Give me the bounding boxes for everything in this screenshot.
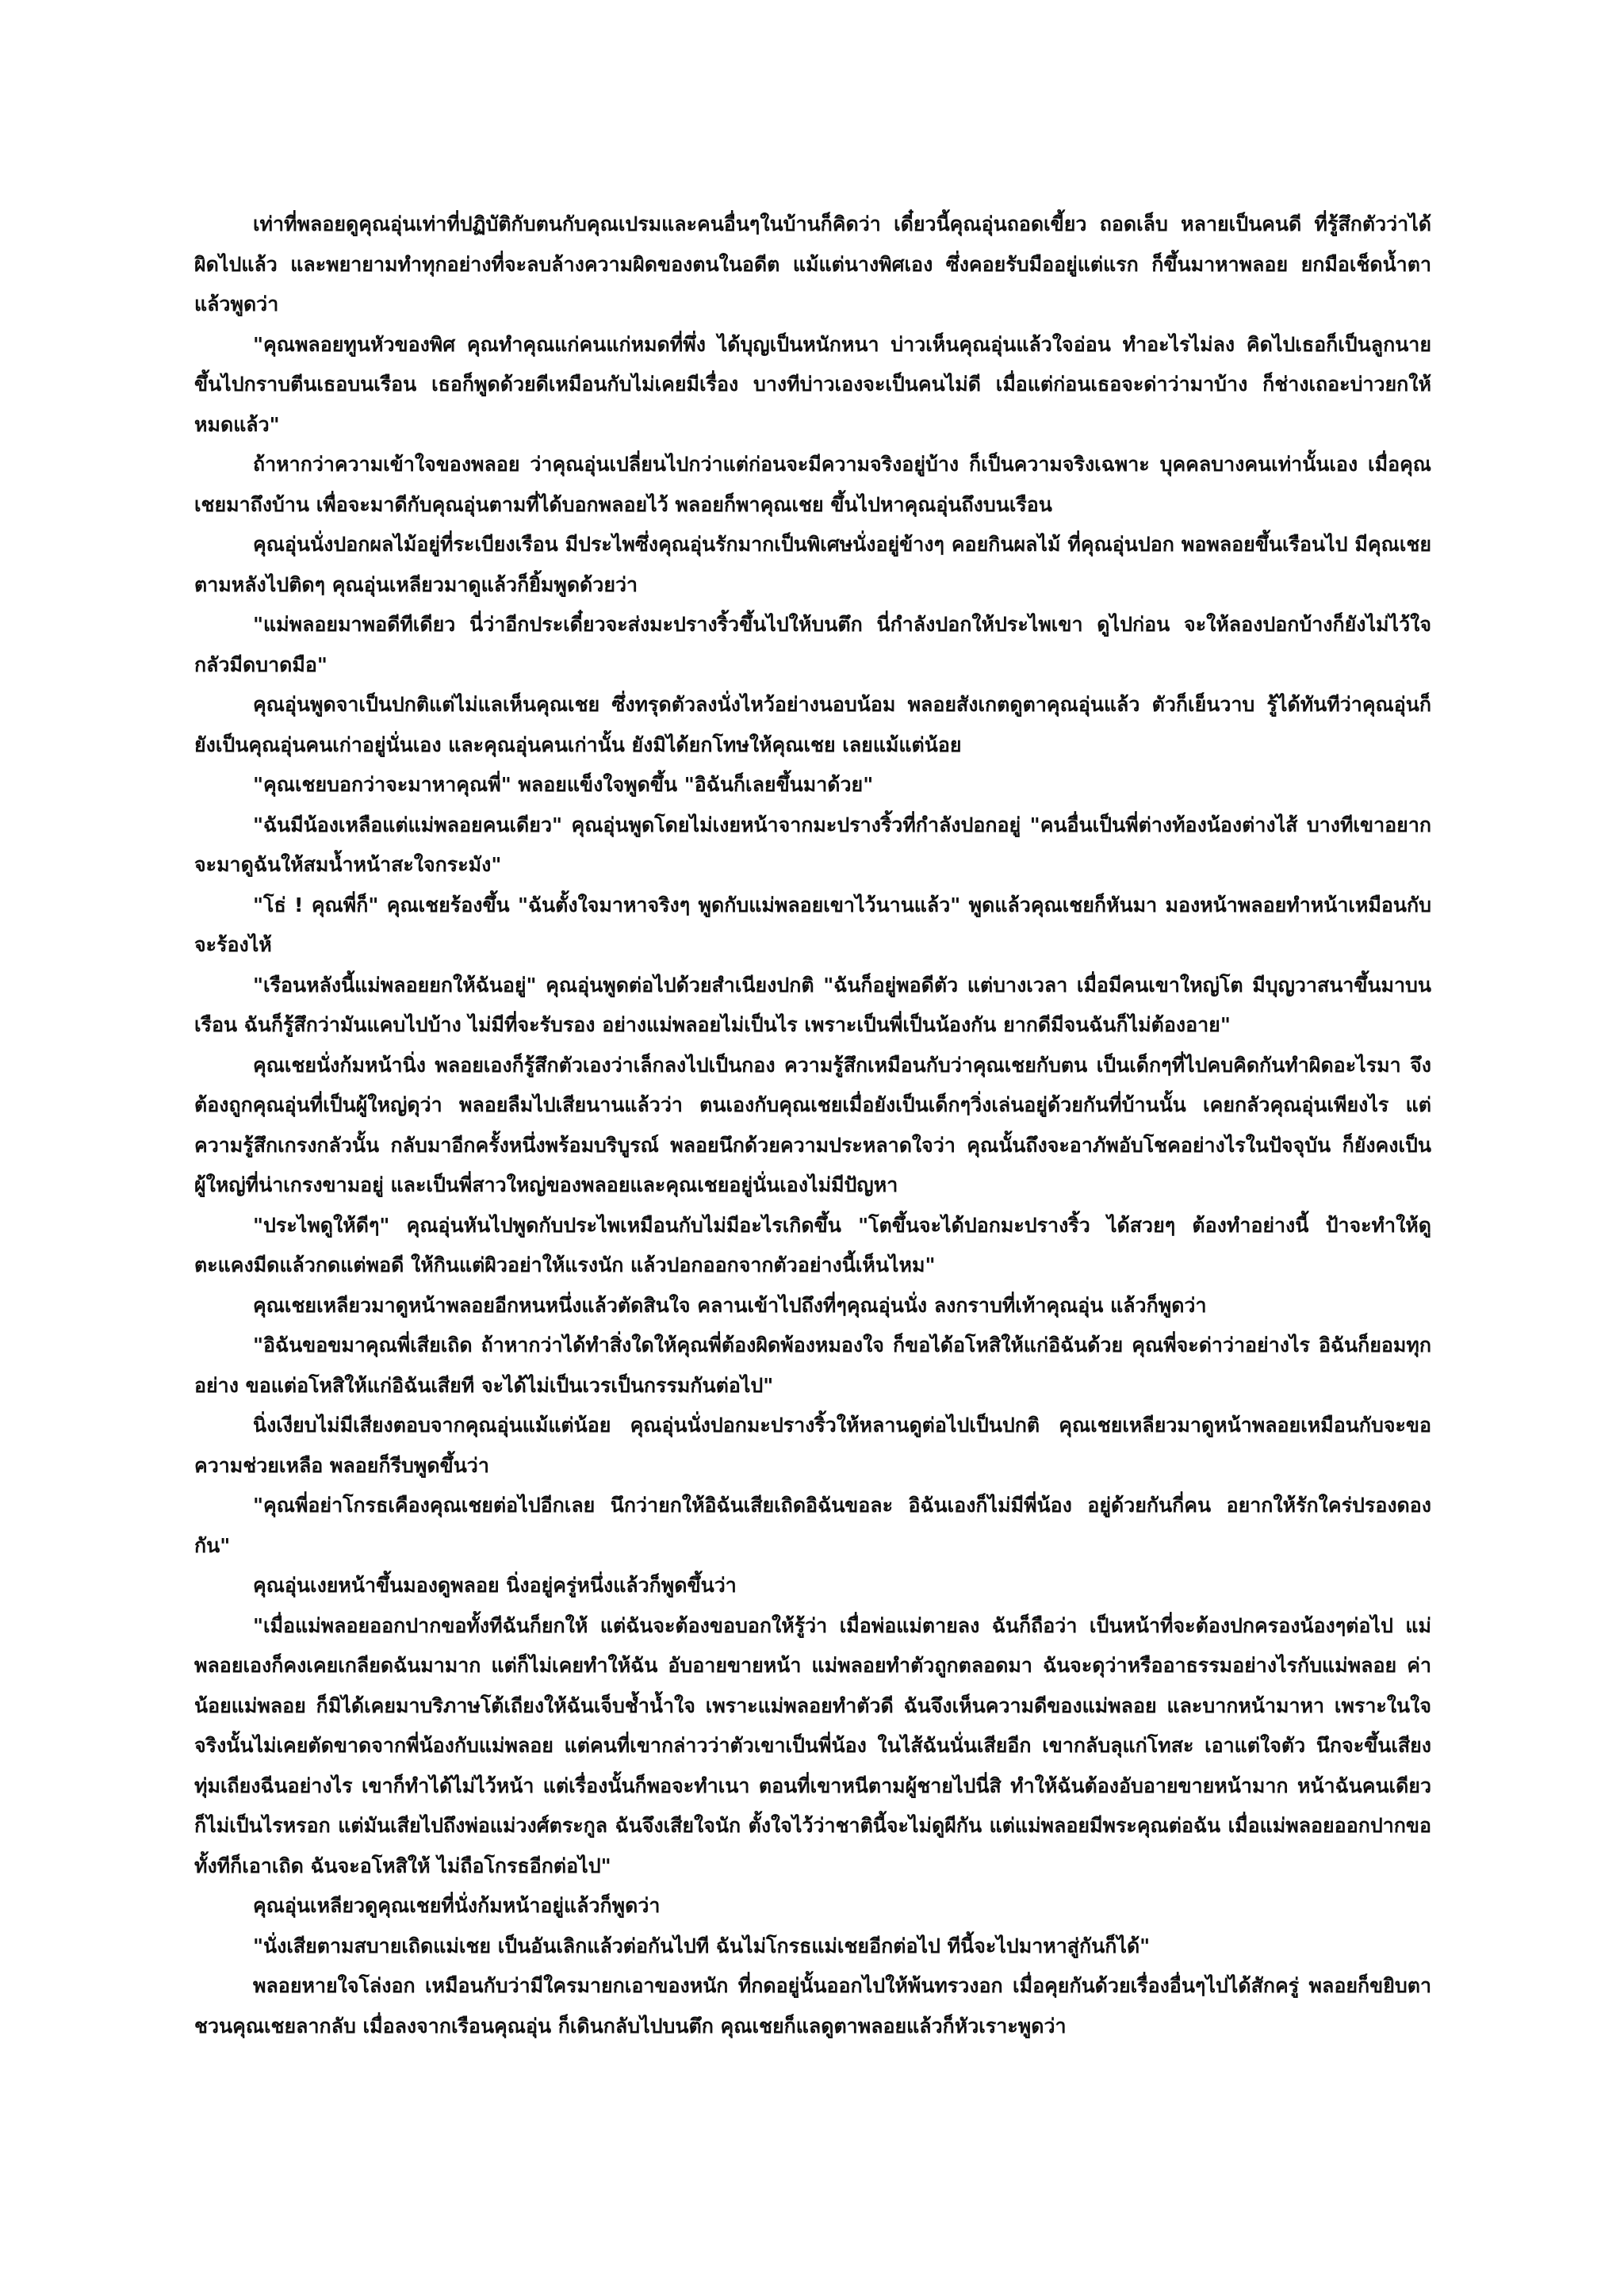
paragraph: พลอยหายใจโล่งอก เหมือนกับว่ามีใครมายกเอาของหนัก ที่กดอยู่นั้นออกไปให้พ้นทรวงอก เมื่อคุยกันด้วยเรื่องอื่นๆไปได้สักครู่ พลอยก็ขยิบตาชวนคุณเชยลากลับ เมื่อลงจากเรือนคุณอุ่น ก็เดินกลับไปบนตึก คุณเชยก็แลดูตาพลอยแล้วก็หัวเราะพูดว่า (194, 1974, 1431, 2038)
paragraph: "คุณพี่อย่าโกรธเคืองคุณเชยต่อไปอีกเลย นึกว่ายกให้อิฉันเสียเถิดอิฉันขอละ อิฉันเองก็ไม่มีพี่น้อง อยู่ด้วยกันกี่คน อยากให้รักใคร่ปรองดองกัน" (194, 1494, 1431, 1557)
paragraph: "คุณเชยบอกว่าจะมาหาคุณพี่" พลอยแข็งใจพูดขึ้น "อิฉันก็เลยขึ้นมาด้วย" (253, 773, 874, 796)
paragraph: "แม่พลอยมาพอดีทีเดียว นี่ว่าอีกประเดี๋ยวจะส่งมะปรางริ้วขึ้นไปให้บนตึก นี่กำลังปอกให้ประไพเขา ดูไปก่อน จะให้ลองปอกบ้างก็ยังไม่ไว้ใจ กลัวมีดบาดมือ" (194, 613, 1431, 676)
paragraph: เท่าที่พลอยดูคุณอุ่นเท่าที่ปฏิบัติกับตนกับคุณเปรมและคนอื่นๆในบ้านก็คิดว่า เดี๋ยวนี้คุณอุ่นถอดเขี้ยว ถอดเล็บ หลายเป็นคนดี ที่รู้สึกตัวว่าได้ผิดไปแล้ว และพยายามทำทุกอย่างที่จะลบล้างความผิดของตนในอดีต แม้แต่นางพิศเอง ซึ่งคอยรับมืออยู่แต่แรก ก็ขึ้นมาหาพลอย ยกมือเช็ดน้ำตาแล้วพูดว่า (194, 212, 1431, 316)
paragraph: "อิฉันขอขมาคุณพี่เสียเถิด ถ้าหากว่าได้ทำสิ่งใดให้คุณพี่ต้องผิดพ้องหมองใจ ก็ขอได้อโหสิให้แก่อิฉันด้วย คุณพี่จะด่าว่าอย่างไร อิฉันก็ยอมทุกอย่าง ขอแต่อโหสิให้แก่อิฉันเสียที จะได้ไม่เป็นเวรเป็นกรรมกันต่อไป" (194, 1334, 1431, 1397)
paragraph: คุณเชยนั่งก้มหน้านิ่ง พลอยเองก็รู้สึกตัวเองว่าเล็กลงไปเป็นกอง ความรู้สึกเหมือนกับว่าคุณเชยกับตน เป็นเด็กๆที่ไปคบคิดกันทำผิดอะไรมา จึงต้องถูกคุณอุ่นที่เป็นผู้ใหญ่ดุว่า พลอยลืมไปเสียนานแล้วว่า ตนเองกับคุณเชยเมื่อยังเป็นเด็กๆวิ่งเล่นอยู่ด้วยกันที่บ้านนั้น เคยกลัวคุณอุ่นเพียงไร แต่ความรู้สึกเกรงกลัวนั้น กลับมาอีกครั้งหนึ่งพร้อมบริบูรณ์ พลอยนึกด้วยความประหลาดใจว่า คุณนั้นถึงจะอาภัพอับโชคอย่างไรในปัจจุบัน ก็ยังคงเป็นผู้ใหญ่ที่น่าเกรงขามอยู่ และเป็นพี่สาวใหญ่ของพลอยและคุณเชยอยู่นั่นเองไม่มีปัญหา (194, 1053, 1431, 1196)
paragraph: "โธ่ ! คุณพี่ก็" คุณเชยร้องขึ้น "ฉันตั้งใจมาหาจริงๆ พูดกับแม่พลอยเขาไว้นานแล้ว" พูดแล้วคุณเชยก็หันมา มองหน้าพลอยทำหน้าเหมือนกับจะร้องไห้ (194, 893, 1431, 956)
body-text (194, 205, 1431, 2046)
paragraph: "เมื่อแม่พลอยออกปากขอทั้งทีฉันก็ยกให้ แต่ฉันจะต้องขอบอกให้รู้ว่า เมื่อพ่อแม่ตายลง ฉันก็ถือว่า เป็นหน้าที่จะต้องปกครองน้องๆต่อไป แม่พลอยเองก็คงเคยเกลียดฉันมามาก แต่ก็ไม่เคยทำให้ฉัน อับอายขายหน้า แม่พลอยทำตัวถูกตลอดมา ฉันจะดุว่าหรืออาธรรมอย่างไรกับแม่พลอย ค่าน้อยแม่พลอย ก็มิได้เคยมาบริภาษโต้เถียงให้ฉันเจ็บช้ำน้ำใจ เพราะแม่พลอยทำตัวดี ฉันจึงเห็นความดีของแม่พลอย และบากหน้ามาหา เพราะในใจจริงนั้นไม่เคยตัดขาดจากพี่น้องกับแม่พลอย แต่คนที่เขากล่าวว่าตัวเขาเป็นพี่น้อง ในไส้ฉันนั่นเสียอีก เขากลับลุแก่โทสะ เอาแต่ใจตัว นึกจะขึ้นเสียงทุ่มเถียงฉีนอย่างไร เขาก็ทำได้ไม่ไว้หน้า แต่เรื่องนั้นก็พอจะทำเนา ตอนที่เขาหนีตามผู้ชายไปนี่สิ ทำให้ฉันต้องอับอายขายหน้ามาก หน้าฉันคนเดียว ก็ไม่เป็นไรหรอก แต่มันเสียไปถึงพ่อแม่วงศ์ตระกูล ฉันจึงเสียใจนัก ตั้งใจไว้ว่าชาตินี้จะไม่ดูผีกัน แต่แม่พลอยมีพระคุณต่อฉัน เมื่อแม่พลอยออกปากขอทั้งทีก็เอาเถิด ฉันจะอโหสิให้ ไม่ถือโกรธอีกต่อไป" (194, 1613, 1431, 1877)
paragraph: "เรือนหลังนี้แม่พลอยยกให้ฉันอยู่" คุณอุ่นพูดต่อไปด้วยสำเนียงปกติ "ฉันก็อยู่พอดีตัว แต่บางเวลา เมื่อมีคนเขาใหญ่โต มีบุญวาสนาขึ้นมาบนเรือน ฉันก็รู้สึกว่ามันแคบไปบ้าง ไม่มีที่จะรับรอง อย่างแม่พลอยไม่เป็นไร เพราะเป็นพี่เป็นน้องกัน ยากดีมีจนฉันก็ไม่ต้องอาย" (194, 973, 1431, 1036)
paragraph: คุณอุ่นเงยหน้าขึ้นมองดูพลอย นิ่งอยู่ครู่หนึ่งแล้วก็พูดขึ้นว่า (253, 1574, 737, 1597)
paragraph: "นั่งเสียตามสบายเถิดแม่เชย เป็นอันเลิกแล้วต่อกันไปที ฉันไม่โกรธแม่เชยอีกต่อไป ทีนี้จะไปมาหาสู่กันก็ได้" (253, 1934, 1151, 1957)
paragraph: คุณอุ่นเหลียวดูคุณเชยที่นั่งก้มหน้าอยู่แล้วก็พูดว่า (253, 1894, 661, 1917)
paragraph: ถ้าหากว่าความเข้าใจของพลอย ว่าคุณอุ่นเปลี่ยนไปกว่าแต่ก่อนจะมีความจริงอยู่บ้าง ก็เป็นความจริงเฉพาะ บุคคลบางคนเท่านั้นเอง เมื่อคุณเชยมาถึงบ้าน เพื่อจะมาดีกับคุณอุ่นตามที่ได้บอกพลอยไว้ พลอยก็พาคุณเชย ขึ้นไปหาคุณอุ่นถึงบนเรือน (194, 453, 1431, 516)
paragraph: คุณเชยเหลียวมาดูหน้าพลอยอีกหนหนึ่งแล้วตัดสินใจ คลานเข้าไปถึงที่ๆคุณอุ่นนั่ง ลงกราบที่เท้าคุณอุ่น แล้วก็พูดว่า (253, 1293, 1207, 1317)
paragraph: "ประไพดูให้ดีๆ" คุณอุ่นหันไปพูดกับประไพเหมือนกับไม่มีอะไรเกิดขึ้น "โตขึ้นจะได้ปอกมะปรางริ้ว ได้สวยๆ ต้องทำอย่างนี้ ป้าจะทำให้ดู ตะแคงมีดแล้วกดแต่พอดี ให้กินแต่ผิวอย่าให้แรงนัก แล้วปอกออกจากตัวอย่างนี้เห็นไหม" (194, 1213, 1431, 1276)
paragraph: นิ่งเงียบไม่มีเสียงตอบจากคุณอุ่นแม้แต่น้อย คุณอุ่นนั่งปอกมะปรางริ้วให้หลานดูต่อไปเป็นปกติ คุณเชยเหลียวมาดูหน้าพลอยเหมือนกับจะขอความช่วยเหลือ พลอยก็รีบพูดขึ้นว่า (194, 1414, 1431, 1477)
paragraph: คุณอุ่นพูดจาเป็นปกติแต่ไม่แลเห็นคุณเชย ซึ่งทรุดตัวลงนั่งไหว้อย่างนอบน้อม พลอยสังเกตดูตาคุณอุ่นแล้ว ตัวก็เย็นวาบ รู้ได้ทันทีว่าคุณอุ่นก็ยังเป็นคุณอุ่นคนเก่าอยู่นั่นเอง และคุณอุ่นคนเก่านั้น ยังมิได้ยกโทษให้คุณเชย เลยแม้แต่น้อย (194, 693, 1431, 756)
paragraph: "ฉันมีน้องเหลือแต่แม่พลอยคนเดียว" คุณอุ่นพูดโดยไม่เงยหน้าจากมะปรางริ้วที่กำลังปอกอยู่ "คนอื่นเป็นพี่ต่างท้องน้องต่างไส้ บางทีเขาอยากจะมาดูฉันให้สมน้ำหน้าสะใจกระมัง" (194, 813, 1431, 876)
paragraph: "คุณพลอยทูนหัวของพิศ คุณทำคุณแก่คนแก่หมดที่พึ่ง ได้บุญเป็นหนักหนา บ่าวเห็นคุณอุ่นแล้วใจอ่อน ทำอะไรไม่ลง คิดไปเธอก็เป็นลูกนาย ขึ้นไปกราบตีนเธอบนเรือน เธอก็พูดด้วยดีเหมือนกับไม่เคยมีเรื่อง บางทีบ่าวเองจะเป็นคนไม่ดี เมื่อแต่ก่อนเธอจะด่าว่ามาบ้าง ก็ช่างเถอะบ่าวยกให้หมดแล้ว" (194, 332, 1431, 436)
paragraph: คุณอุ่นนั่งปอกผลไม้อยู่ที่ระเบียงเรือน มีประไพซึ่งคุณอุ่นรักมากเป็นพิเศษนั่งอยู่ข้างๆ คอยกินผลไม้ ที่คุณอุ่นปอก พอพลอยขึ้นเรือนไป มีคุณเชยตามหลังไปติดๆ คุณอุ่นเหลียวมาดูแล้วก็ยิ้มพูดด้วยว่า (194, 533, 1431, 596)
